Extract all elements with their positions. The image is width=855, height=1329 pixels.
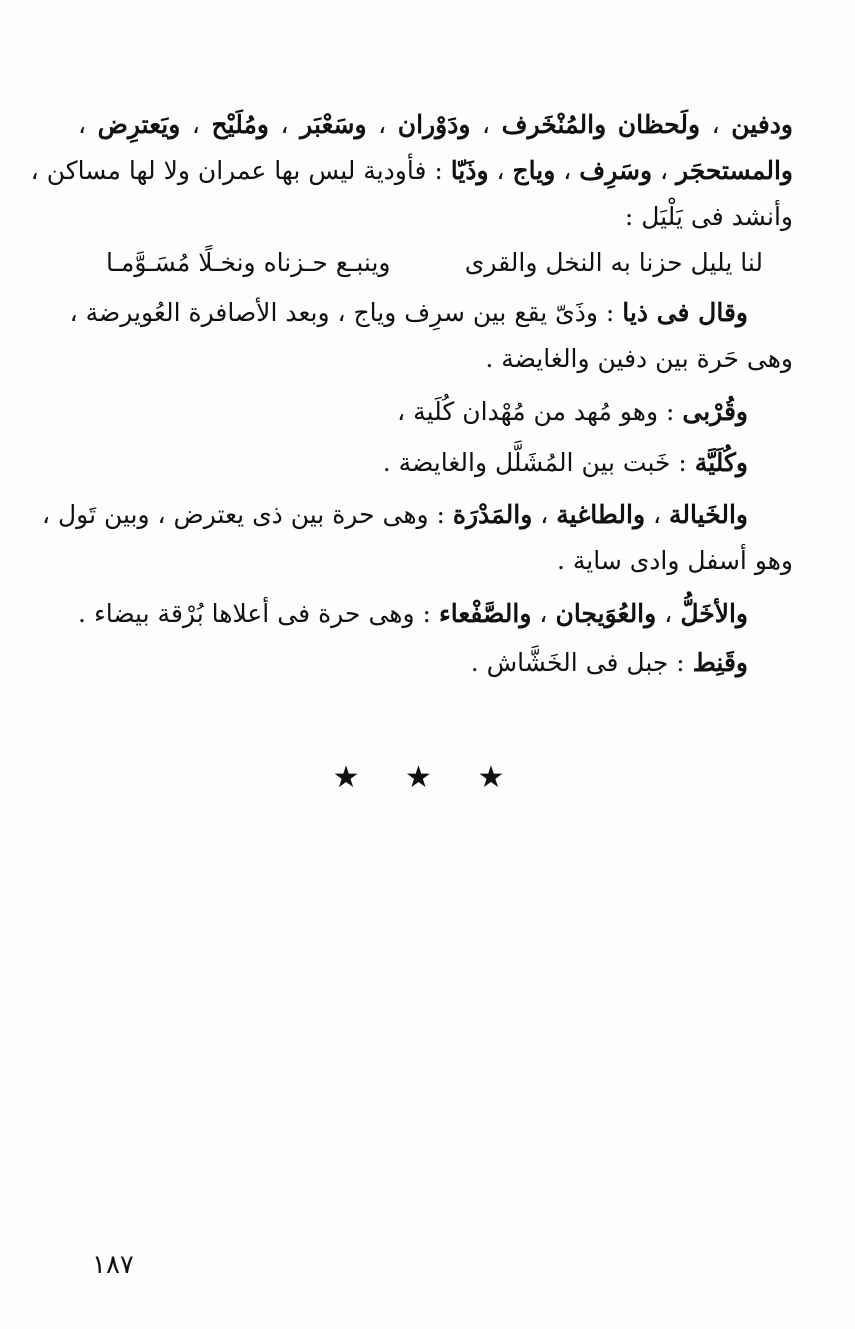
place-name: ومُلَيْح — [211, 110, 269, 139]
place-name: وقُرْبى — [682, 397, 748, 426]
body-text: : وذَىّ يقع بين سرِف وياج ، وبعد الأصافرة العُويرضة ، — [69, 298, 623, 327]
text-line-3: وأنشد فى يَلْيَل : — [624, 202, 793, 231]
separator-text: ، — [656, 599, 681, 628]
place-name: وياج — [512, 156, 556, 185]
place-name: والصَّفْعاء — [439, 599, 532, 628]
place-name: والعُوَيجان — [555, 599, 657, 628]
place-name: والمُنْخَرف — [501, 110, 607, 139]
place-name: والمستحجَر — [675, 156, 793, 185]
separator-text: ، — [555, 156, 580, 185]
text-line-12 — [78, 644, 748, 682]
text-line-8 — [78, 444, 748, 482]
place-name: والمَدْرَة — [452, 500, 533, 529]
place-name: وسَعْبَر — [300, 110, 367, 139]
place-name: ويَعترِض — [97, 110, 181, 139]
separator-text: ، — [366, 110, 398, 139]
text-line-6: وهى حَرة بين دفين والغايضة . — [485, 344, 793, 373]
separator-text: ، — [645, 500, 670, 529]
body-text: : جبل فى الخَشَّاش . — [470, 648, 693, 677]
section-separator-stars: ★ ★ ★ — [332, 760, 523, 795]
verse-first-hemistich: لنا يليل حزنا به النخل والقرى — [464, 248, 763, 277]
separator-text: ، — [700, 110, 732, 139]
body-text: : خَبت بين المُشَلَّل والغايضة . — [382, 448, 695, 477]
text-line-1 — [78, 106, 793, 144]
body-text: : وهى حرة فى أعلاها بُرْقة بيضاء . — [78, 599, 439, 628]
separator-text — [606, 110, 618, 139]
place-name: وسَرِف — [579, 156, 653, 185]
place-name: ولَحظان — [617, 110, 701, 139]
text-line-10: وهو أسفل وادى ساية . — [556, 546, 793, 575]
text-line-9 — [41, 496, 748, 534]
place-name: وكُلَيَّة — [694, 448, 748, 477]
place-name: ودفين — [731, 110, 793, 139]
separator-text: ، — [268, 110, 301, 139]
place-name: وذَيّا — [450, 156, 489, 185]
separator-text: ، — [532, 500, 557, 529]
place-name: والخَيالة — [669, 500, 748, 529]
place-name: وقال فى ذيا — [622, 298, 748, 327]
text-line-5 — [69, 294, 748, 332]
page-number: ١٨٧ — [92, 1250, 134, 1280]
body-text: : وهو مُهد من مُهْدان كُلَية ، — [397, 397, 683, 426]
place-name: وقَنِط — [692, 648, 748, 677]
place-name: والأخَلُّ — [680, 599, 748, 628]
place-name: والطاغية — [556, 500, 646, 529]
text-line-11 — [78, 595, 748, 633]
separator-text: ، — [470, 110, 502, 139]
separator-text: ، — [180, 110, 212, 139]
verse-second-hemistich: وينبـع حـزناه ونخـلًا مُسَـوَّمـا — [106, 248, 391, 277]
text-line-7 — [78, 393, 748, 431]
text-line-2 — [30, 152, 793, 190]
separator-text: ، — [652, 156, 676, 185]
separator-text: ، — [488, 156, 513, 185]
body-text: : فأودية ليس بها عمران ولا لها مساكن ، — [30, 156, 451, 185]
separator-text: ، — [78, 110, 98, 139]
body-text: : وهى حرة بين ذى يعترض ، وبين تَول ، — [41, 500, 453, 529]
separator-text: ، — [531, 599, 556, 628]
place-name: ودَوْران — [397, 110, 471, 139]
